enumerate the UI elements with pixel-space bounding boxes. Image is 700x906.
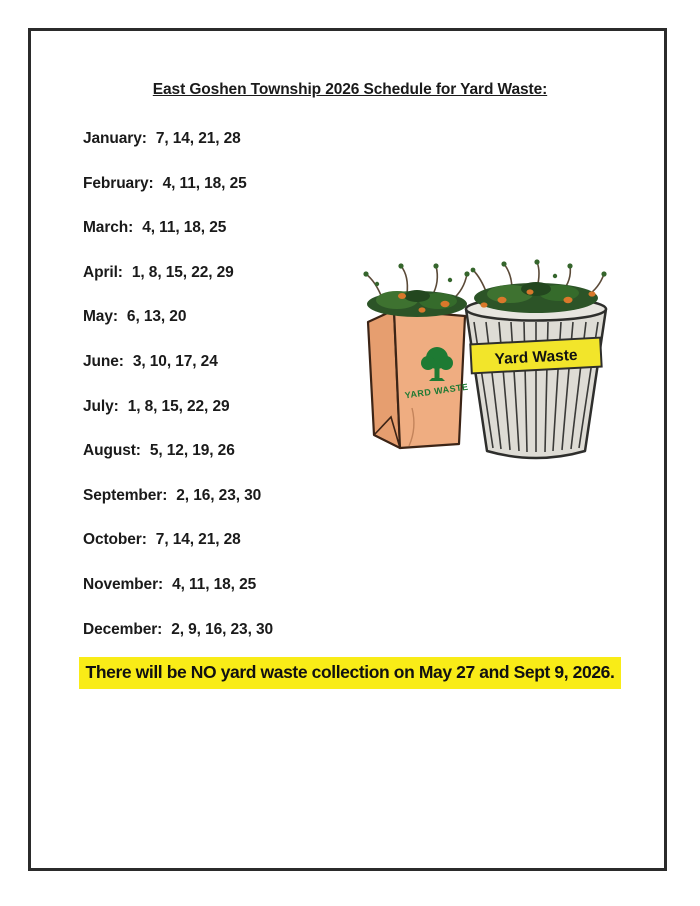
month-label: August: xyxy=(83,442,141,460)
schedule-row-january xyxy=(83,130,273,175)
month-label: February: xyxy=(83,174,154,192)
month-label: September: xyxy=(83,486,168,504)
schedule-row-september xyxy=(83,487,273,532)
month-label: October: xyxy=(83,531,147,549)
schedule-row-november xyxy=(83,576,273,621)
bag-label-text: YARD WASTE xyxy=(404,381,470,401)
month-dates: 1, 8, 15, 22, 29 xyxy=(131,263,234,281)
month-label: May: xyxy=(83,308,118,326)
schedule-row-april xyxy=(83,264,273,309)
schedule-row-june xyxy=(83,353,273,398)
month-label: November: xyxy=(83,575,164,593)
month-dates: 6, 13, 20 xyxy=(126,308,187,326)
month-dates: 7, 14, 21, 28 xyxy=(155,130,241,147)
can-label-text: Yard Waste xyxy=(494,346,578,369)
schedule-row-may xyxy=(83,308,273,353)
month-dates: 2, 16, 23, 30 xyxy=(176,486,262,504)
month-dates: 4, 11, 18, 25 xyxy=(162,174,247,192)
yard-waste-illustration xyxy=(352,258,622,470)
notice-banner: There will be NO yard waste collection on May 27 and Sept 9, 2026. xyxy=(79,657,622,689)
schedule-list xyxy=(83,130,273,665)
month-label: July: xyxy=(83,397,119,415)
can-label xyxy=(470,338,601,374)
notice-line xyxy=(0,657,700,689)
month-dates: 4, 11, 18, 25 xyxy=(142,219,227,237)
month-label: March: xyxy=(83,219,134,237)
month-dates: 2, 9, 16, 23, 30 xyxy=(171,620,274,638)
paper-bag xyxy=(368,310,469,448)
month-label: January: xyxy=(83,130,147,147)
schedule-row-august xyxy=(83,442,273,487)
month-dates: 7, 14, 21, 28 xyxy=(155,531,241,549)
month-dates: 3, 10, 17, 24 xyxy=(132,352,218,370)
schedule-row-october xyxy=(83,531,273,576)
page-title: East Goshen Township 2026 Schedule for Yard Waste: xyxy=(152,81,548,98)
month-dates: 1, 8, 15, 22, 29 xyxy=(127,397,230,415)
trash-can xyxy=(466,298,606,459)
month-label: June: xyxy=(83,352,124,370)
schedule-row-march xyxy=(83,219,273,264)
schedule-row-july xyxy=(83,398,273,443)
month-dates: 4, 11, 18, 25 xyxy=(172,575,257,593)
month-dates: 5, 12, 19, 26 xyxy=(149,442,235,460)
month-label: April: xyxy=(83,263,123,281)
month-label: December: xyxy=(83,620,163,638)
schedule-row-february xyxy=(83,175,273,220)
